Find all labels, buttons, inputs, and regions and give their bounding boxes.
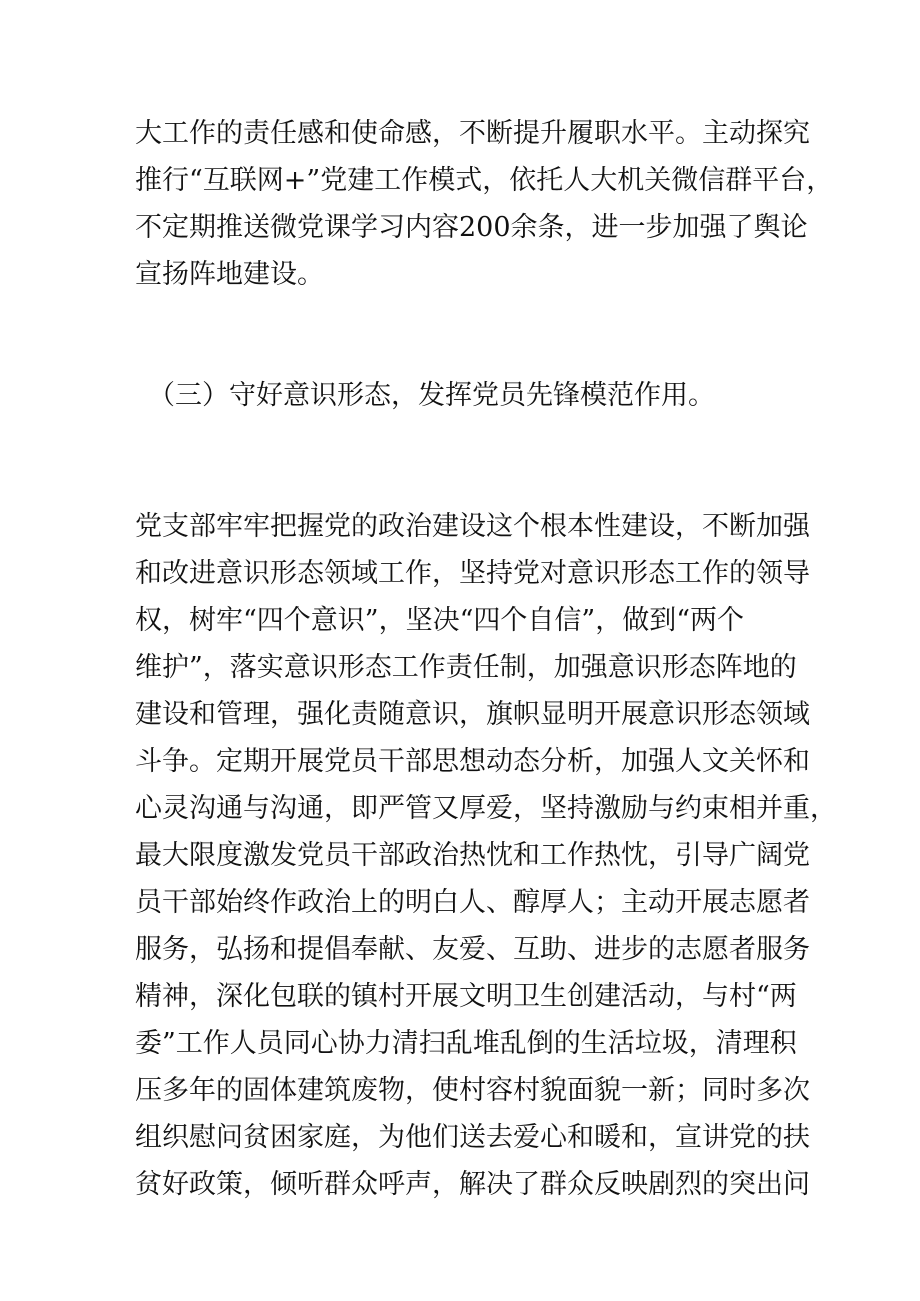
paragraph-2-line: 委”工作人员同心协力清扫乱堆乱倒的生活垃圾，清理积 [135,1028,797,1059]
paragraph-2-line: 组织慰问贫困家庭，为他们送去爱心和暖和，宣讲党的扶 [135,1122,810,1153]
paragraph-1-line: 推行“互联网+”党建工作模式，依托人大机关微信群平台， [135,165,834,196]
paragraph-2-line: 精神，深化包联的镇村开展文明卫生创建活动，与村“两 [135,981,797,1012]
paragraph-2-line: 服务，弘扬和提倡奉献、友爱、互助、进步的志愿者服务 [135,934,810,965]
paragraph-2-line: 和改进意识形态领域工作，坚持党对意识形态工作的领导 [135,558,810,589]
paragraph-2-line: 员干部始终作政治上的明白人、醇厚人；主动开展志愿者 [135,887,810,918]
paragraph-2-line: 权，树牢“四个意识”，坚决“四个自信”，做到“两个 [135,605,745,636]
paragraph-2-line: 建设和管理，强化责随意识，旗帜显明开展意识形态领域 [135,699,810,730]
paragraph-2-line: 心灵沟通与沟通，即严管又厚爱，坚持激励与约束相并重， [135,793,837,824]
section-heading: （三）守好意识形态，发挥党员先锋模范作用。 [148,380,715,411]
paragraph-2-line: 贫好政策，倾听群众呼声，解决了群众反映剧烈的突出问 [135,1169,810,1200]
paragraph-2-line: 压多年的固体建筑废物，使村容村貌面貌一新；同时多次 [135,1075,810,1106]
paragraph-2-line: 维护”，落实意识形态工作责任制，加强意识形态阵地的 [135,652,797,683]
paragraph-2-line: 斗争。定期开展党员干部思想动态分析，加强人文关怀和 [135,746,810,777]
paragraph-1-line: 不定期推送微党课学习内容200余条，进一步加强了舆论 [135,212,808,243]
paragraph-2-line: 最大限度激发党员干部政治热忱和工作热忱，引导广阔党 [135,840,810,871]
paragraph-2-line: 党支部牢牢把握党的政治建设这个根本性建设，不断加强 [135,511,810,542]
paragraph-1-line: 宣扬阵地建设。 [135,259,324,290]
paragraph-1-line: 大工作的责任感和使命感，不断提升履职水平。主动探究 [135,118,810,149]
